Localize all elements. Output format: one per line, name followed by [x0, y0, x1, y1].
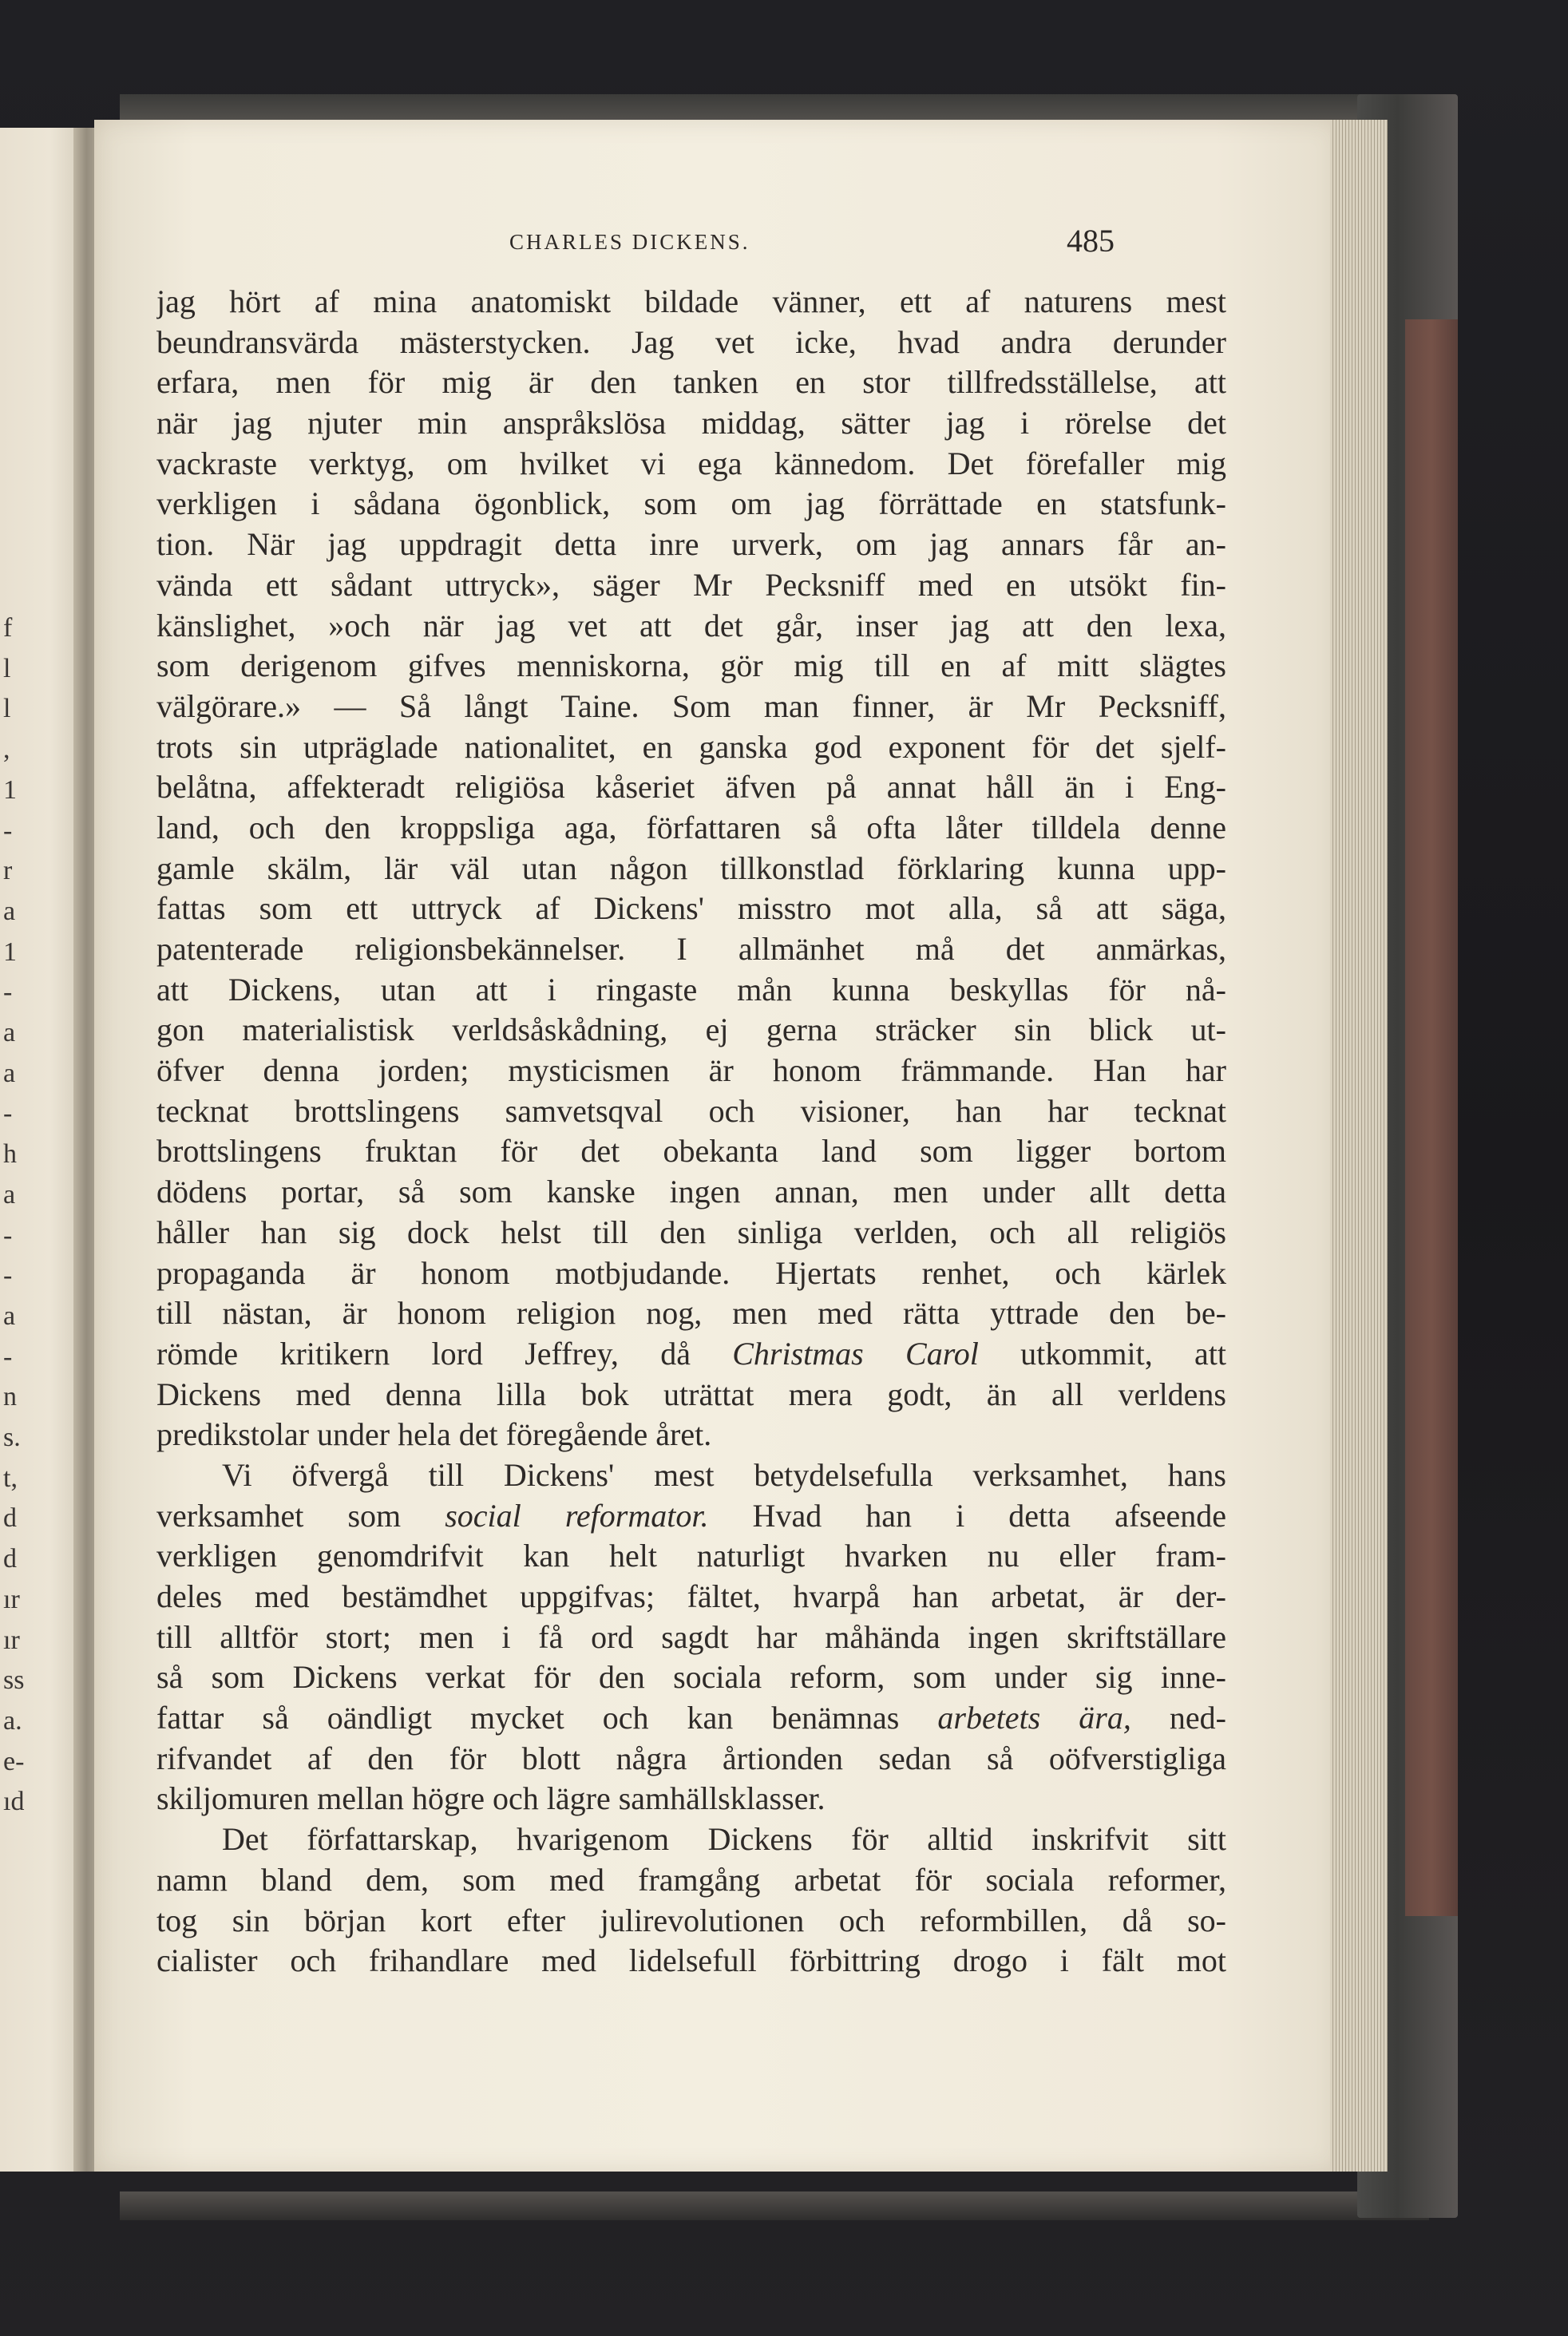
- text-line: deles med bestämdhet uppgifvas; fältet, hvarpå han arbetat, är der-: [156, 1578, 1226, 1614]
- text-line: [156, 1334, 1226, 1375]
- text-line: till alltför stort; men i få ord sagdt har måhända ingen skriftställare: [156, 1618, 1226, 1655]
- facing-page-fragment: n: [3, 1382, 17, 1412]
- facing-page-fragment: t,: [3, 1463, 18, 1493]
- text-line: när jag njuter min anspråkslösa middag, sätter jag i rörelse det: [156, 405, 1226, 441]
- text-line-segment: römde kritikern lord Jeffrey, då: [156, 1335, 733, 1372]
- text-line: propaganda är honom motbjudande. Hjertats renhet, och kärlek: [156, 1254, 1226, 1291]
- facing-page-fragment: 1: [3, 774, 17, 805]
- page-block-edges: [1330, 120, 1388, 2172]
- text-line: brottslingens fruktan för det obekanta land som ligger bortom: [156, 1133, 1226, 1170]
- facing-page-fragment: -: [3, 1220, 13, 1250]
- text-line: öfver denna jorden; mysticismen är honom främmande. Han har: [156, 1052, 1226, 1089]
- text-line-segment: verksamhet som: [156, 1497, 445, 1534]
- facing-page-fragment: a: [3, 896, 16, 926]
- text-line: belåtna, affekteradt religiösa kåseriet äfven på annat håll än i Eng-: [156, 769, 1226, 806]
- book-cover-bottom-edge: [120, 2191, 1429, 2220]
- facing-page-fragment: d: [3, 1544, 17, 1574]
- facing-page-text-fragments: [0, 128, 84, 2172]
- text-line: namn bland dem, som med framgång arbetat för sociala reformer,: [156, 1861, 1226, 1898]
- book-page: [94, 120, 1340, 2172]
- text-line-segment: fattar så oändligt mycket och kan benämnas: [156, 1700, 938, 1736]
- facing-page-fragment: ır: [3, 1584, 20, 1614]
- running-head: [94, 222, 1340, 262]
- italic-title: arbetets ära,: [937, 1700, 1131, 1736]
- text-line: till nästan, är honom religion nog, men med rätta yttrade den be-: [156, 1295, 1226, 1332]
- facing-page-fragment: -: [3, 977, 13, 1008]
- text-line: tog sin början kort efter julirevolutionen och reformbillen, då so-: [156, 1902, 1226, 1938]
- italic-title: social reformator.: [445, 1497, 709, 1534]
- italic-title: Christmas Carol: [732, 1335, 979, 1372]
- text-line: skiljomuren mellan högre och lägre samhällsklasser.: [156, 1780, 826, 1817]
- text-line-segment: Hvad han i detta afseende: [708, 1497, 1226, 1534]
- facing-page-fragment: r: [3, 856, 13, 886]
- text-line: cialister och frihandlare med lidelsefull förbittring drogo i fält mot: [156, 1942, 1226, 1979]
- text-line: att Dickens, utan att i ringaste mån kunna beskyllas för nå-: [156, 971, 1226, 1008]
- running-head-title: CHARLES DICKENS.: [509, 230, 750, 254]
- text-line: [156, 1496, 1226, 1537]
- facing-page-fragment: h: [3, 1139, 17, 1170]
- page-number: 485: [1067, 223, 1115, 259]
- facing-page-fragment: l: [3, 653, 11, 683]
- text-line-segment: ned-: [1130, 1700, 1226, 1736]
- text-line: känslighet, »och när jag vet att det går, inser jag att den lexa,: [156, 607, 1226, 643]
- facing-page-edge: [0, 128, 84, 2172]
- text-line: land, och den kroppsliga aga, författaren så ofta låter tilldela denne: [156, 809, 1226, 845]
- text-line: Vi öfvergå till Dickens' mest betydelsefulla verksamhet, hans: [222, 1456, 1226, 1493]
- facing-page-fragment: ıd: [3, 1787, 25, 1817]
- text-line: trots sin utpräglade nationalitet, en ganska god exponent för det sjelf-: [156, 728, 1226, 765]
- text-line: tion. När jag uppdragit detta inre urverk, om jag annars får an-: [156, 526, 1226, 563]
- text-line: predikstolar under hela det föregående året.: [156, 1416, 712, 1453]
- text-line: som derigenom gifves menniskorna, gör mig till en af mitt slägtes: [156, 647, 1226, 684]
- facing-page-fragment: a: [3, 1179, 16, 1210]
- text-line: gamle skälm, lär väl utan någon tillkonstlad förklaring kunna upp-: [156, 849, 1226, 886]
- book-cover-cloth: [1405, 319, 1458, 1916]
- text-line: verkligen i sådana ögonblick, som om jag förrättade en statsfunk-: [156, 485, 1226, 522]
- text-line: så som Dickens verkat för den sociala reform, som under sig inne-: [156, 1659, 1226, 1696]
- facing-page-fragment: -: [3, 1341, 13, 1372]
- facing-page-fragment: d: [3, 1503, 17, 1534]
- text-line: [156, 1698, 1226, 1739]
- facing-page-fragment: a.: [3, 1705, 22, 1736]
- text-line: tecknat brottslingens samvetsqval och visioner, han har tecknat: [156, 1092, 1226, 1129]
- facing-page-fragment: ,: [3, 734, 10, 765]
- facing-page-fragment: a: [3, 1301, 16, 1331]
- text-line: Dickens med denna lilla bok uträttat mera godt, än all verldens: [156, 1376, 1226, 1412]
- text-line-segment: utkommit, att: [978, 1335, 1226, 1372]
- text-line: fattas som ett uttryck af Dickens' misstro mot alla, så att säga,: [156, 890, 1226, 927]
- text-line: jag hört af mina anatomiskt bildade vänner, ett af naturens mest: [156, 283, 1226, 319]
- facing-page-fragment: l: [3, 694, 11, 724]
- facing-page-fragment: s.: [3, 1423, 21, 1452]
- text-line: verkligen genomdrifvit kan helt naturligt hvarken nu eller fram-: [156, 1538, 1226, 1574]
- text-line: rifvandet af den för blott några årtionden sedan så oöfverstigliga: [156, 1740, 1226, 1776]
- facing-page-fragment: 1: [3, 936, 17, 967]
- text-line: Det författarskap, hvarigenom Dickens för alltid inskrifvit sitt: [222, 1821, 1226, 1858]
- text-line: välgörare.» — Så långt Taine. Som man finner, är Mr Pecksniff,: [156, 687, 1226, 724]
- facing-page-fragment: -: [3, 815, 13, 845]
- facing-page-fragment: -: [3, 1261, 13, 1291]
- facing-page-fragment: f: [3, 613, 13, 643]
- body-text: [156, 282, 1226, 1982]
- facing-page-fragment: a: [3, 1018, 16, 1047]
- text-line: vända ett sådant uttryck», säger Mr Pecksniff med en utsökt fin-: [156, 566, 1226, 603]
- facing-page-fragment: a: [3, 1058, 16, 1088]
- text-line: beundransvärda mästerstycken. Jag vet icke, hvad andra derunder: [156, 323, 1226, 360]
- facing-page-fragment: ss: [3, 1665, 25, 1696]
- text-line: patenterade religionsbekännelser. I allmänhet må det anmärkas,: [156, 931, 1226, 967]
- text-line: vackraste verktyg, om hvilket vi ega kännedom. Det förefaller mig: [156, 445, 1226, 481]
- facing-page-fragment: -: [3, 1099, 13, 1129]
- facing-page-fragment: ır: [3, 1625, 20, 1655]
- facing-page-fragment: e-: [3, 1746, 25, 1776]
- text-line: erfara, men för mig är den tanken en stor tillfredsställelse, att: [156, 364, 1226, 401]
- text-line: håller han sig dock helst till den sinliga verlden, och all religiös: [156, 1214, 1226, 1250]
- text-line: dödens portar, så som kanske ingen annan, men under allt detta: [156, 1174, 1226, 1210]
- text-line: gon materialistisk verldsåskådning, ej gerna sträcker sin blick ut-: [156, 1012, 1226, 1048]
